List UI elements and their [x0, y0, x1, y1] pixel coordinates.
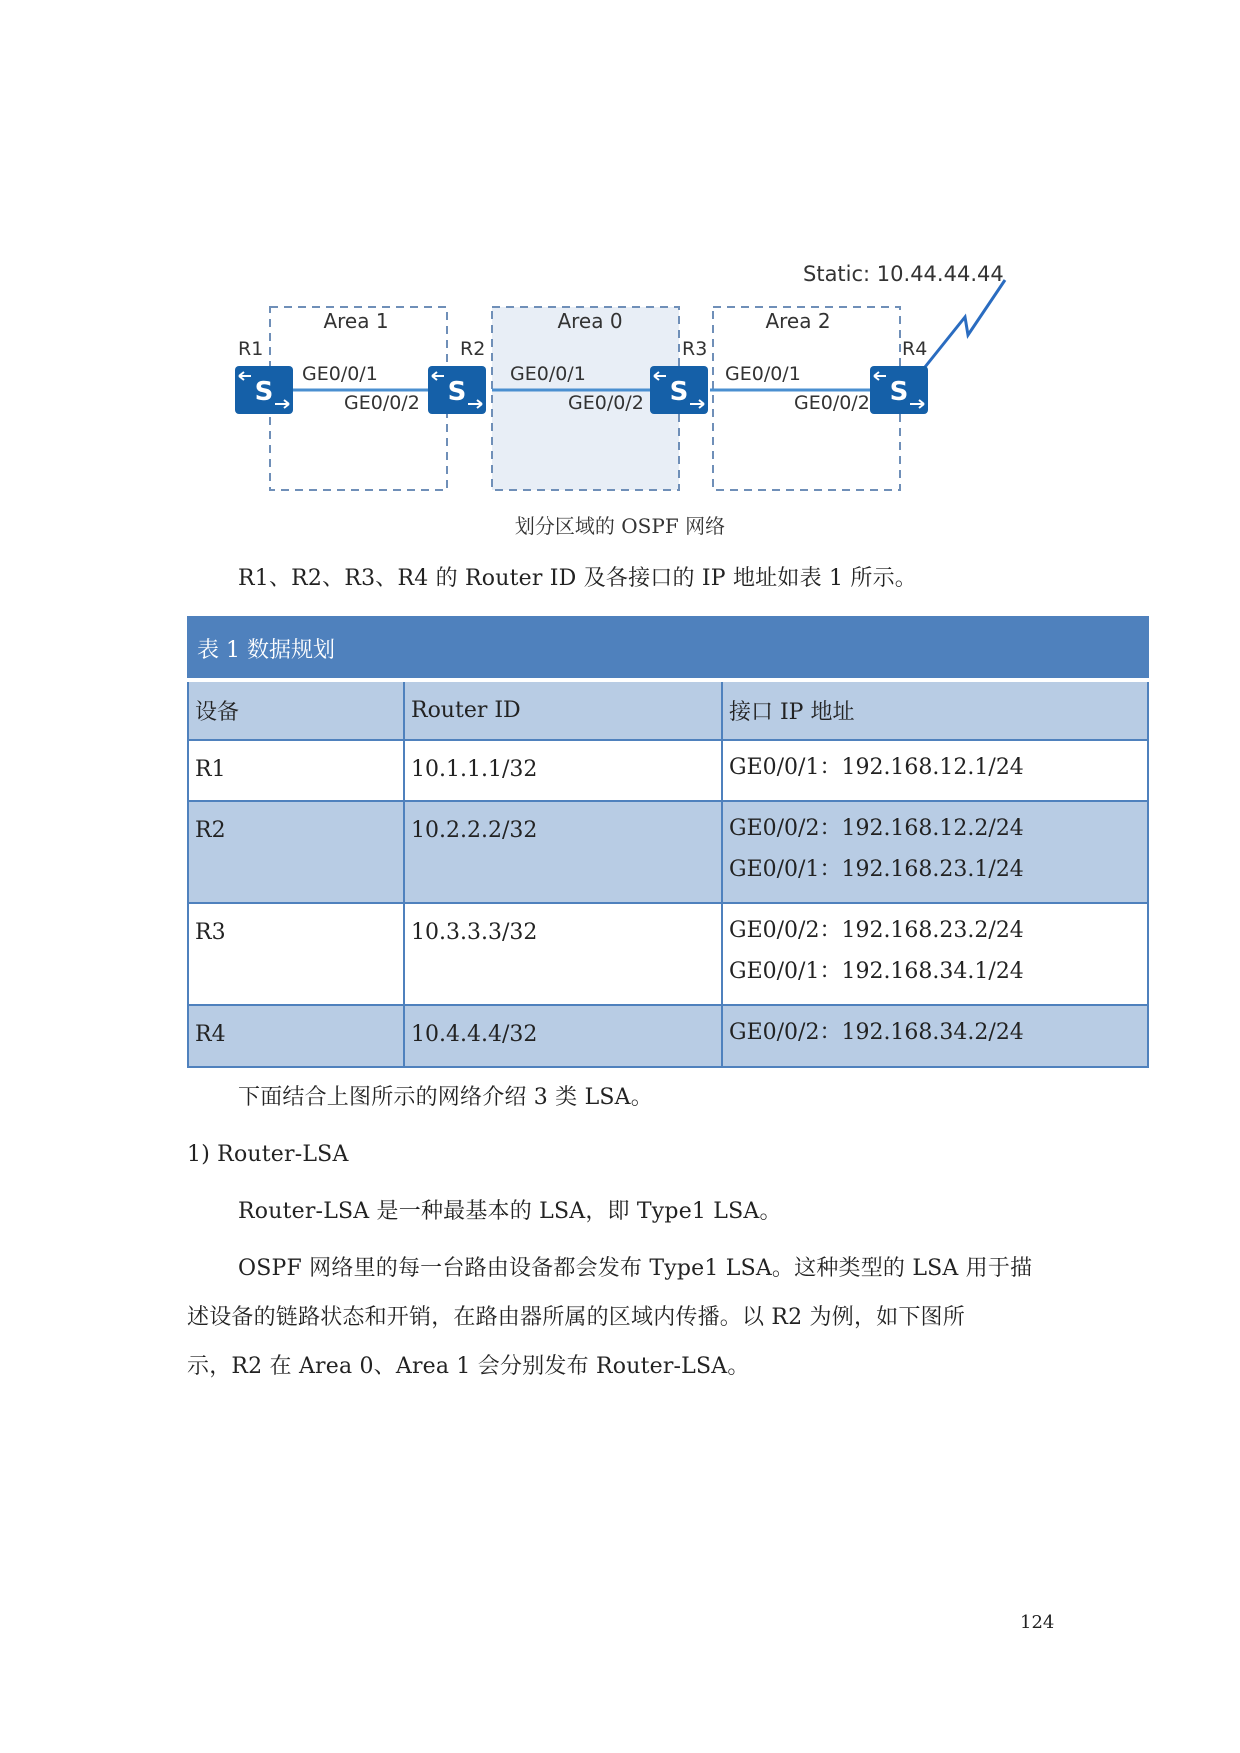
table-row — [188, 1005, 1148, 1067]
router-icon-r4 — [870, 366, 928, 414]
static-route-label: Static: 10.44.44.44 — [803, 262, 1004, 286]
router-label-r4: R4 — [902, 338, 928, 360]
router-id-cell: 10.2.2.2/32 — [404, 801, 722, 903]
interface-ip: GE0/0/1：192.168.23.1/24 — [729, 857, 1024, 882]
lsa-intro-text: 下面结合上图所示的网络介绍 3 类 LSA。 — [238, 1085, 653, 1110]
router-icon-r1 — [235, 366, 293, 414]
device-cell: R2 — [188, 801, 404, 903]
interface-ip: GE0/0/2：192.168.23.2/24 — [729, 918, 1024, 943]
port-label: GE0/0/2 — [568, 392, 644, 414]
router-id-cell: 10.3.3.3/32 — [404, 903, 722, 1005]
router-icon-r2 — [428, 366, 486, 414]
router-label-r2: R2 — [460, 338, 486, 360]
device-cell: R4 — [188, 1005, 404, 1067]
table-row — [188, 801, 1148, 903]
table-header-interface-ip: 接口 IP 地址 — [722, 680, 1148, 740]
table-title: 表 1 数据规划 — [188, 617, 1148, 680]
router-icon-r3 — [650, 366, 708, 414]
svg-text:S: S — [889, 377, 909, 407]
figure-caption: 划分区域的 OSPF 网络 — [514, 514, 726, 538]
table-header-device: 设备 — [188, 680, 404, 740]
port-label: GE0/0/2 — [344, 392, 420, 414]
table-intro-text: R1、R2、R3、R4 的 Router ID 及各接口的 IP 地址如表 1 所示。 — [238, 566, 917, 591]
port-label: GE0/0/1 — [725, 363, 801, 385]
router-label-r3: R3 — [682, 338, 708, 360]
section-list-item: 1) Router-LSA — [187, 1142, 349, 1167]
svg-text:S: S — [669, 377, 689, 407]
body-line: 述设备的链路状态和开销，在路由器所属的区域内传播。以 R2 为例，如下图所 — [187, 1305, 965, 1330]
interface-ip: GE0/0/2：192.168.12.2/24 — [729, 816, 1024, 841]
router-label-r1: R1 — [238, 338, 264, 360]
interface-ip: GE0/0/2：192.168.34.2/24 — [729, 1020, 1024, 1045]
body-line: OSPF 网络里的每一台路由设备都会发布 Type1 LSA。这种类型的 LSA 用于描 — [238, 1256, 1033, 1281]
svg-text:S: S — [254, 377, 274, 407]
area-0-label: Area 0 — [557, 309, 623, 333]
data-plan-table — [187, 616, 1147, 1068]
body-line: 示，R2 在 Area 0、Area 1 会分别发布 Router-LSA。 — [187, 1354, 750, 1379]
port-label: GE0/0/2 — [794, 392, 870, 414]
port-label: GE0/0/1 — [302, 363, 378, 385]
diagram-svg — [230, 255, 1030, 495]
table-header-router-id: Router ID — [404, 680, 722, 740]
body-paragraph — [187, 1244, 1067, 1391]
static-route-line — [925, 280, 1005, 367]
ospf-area-diagram — [230, 255, 1030, 495]
page-number: 124 — [1020, 1612, 1055, 1633]
area-1-label: Area 1 — [323, 309, 389, 333]
port-label: GE0/0/1 — [510, 363, 586, 385]
router-id-cell: 10.4.4.4/32 — [404, 1005, 722, 1067]
table-row — [188, 903, 1148, 1005]
interface-ip: GE0/0/1：192.168.34.1/24 — [729, 959, 1024, 984]
device-cell: R1 — [188, 740, 404, 801]
device-cell: R3 — [188, 903, 404, 1005]
table-row — [188, 740, 1148, 801]
interface-cell — [722, 903, 1148, 1005]
router-id-cell: 10.1.1.1/32 — [404, 740, 722, 801]
interface-cell — [722, 1005, 1148, 1067]
interface-cell — [722, 740, 1148, 801]
router-lsa-definition: Router-LSA 是一种最基本的 LSA，即 Type1 LSA。 — [238, 1199, 782, 1224]
interface-cell — [722, 801, 1148, 903]
area-2-label: Area 2 — [765, 309, 831, 333]
interface-ip: GE0/0/1：192.168.12.1/24 — [729, 755, 1024, 780]
svg-text:S: S — [447, 377, 467, 407]
